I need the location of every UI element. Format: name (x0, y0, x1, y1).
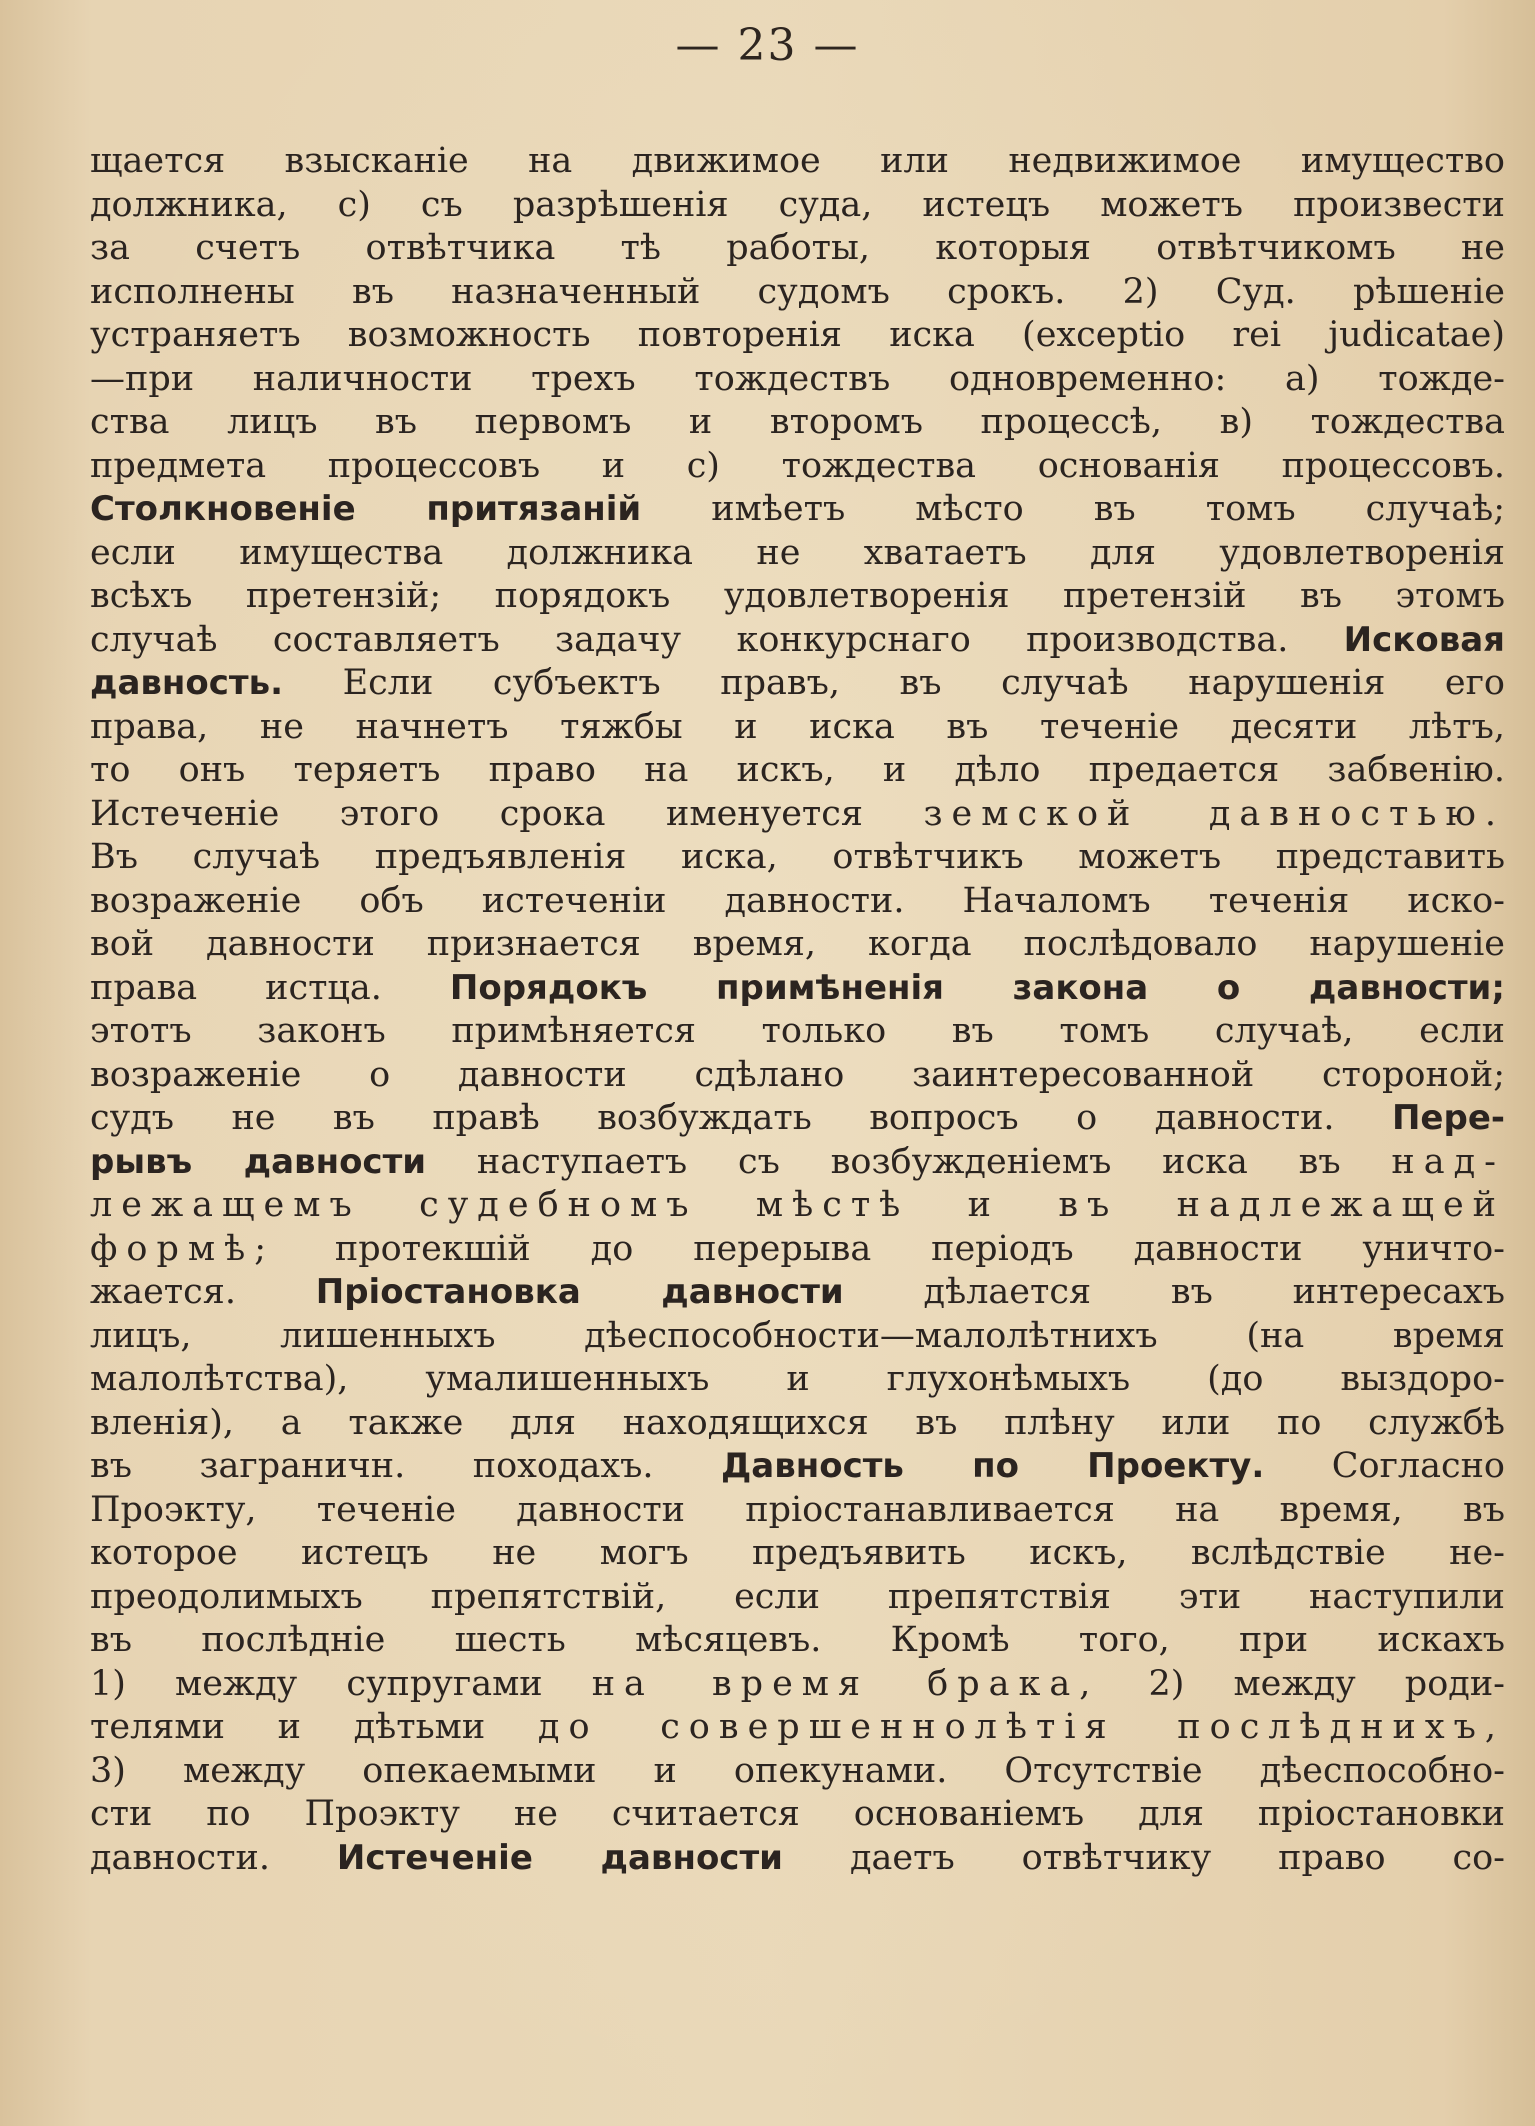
text-line (90, 314, 1505, 358)
spaced-emphasis: земской давностью. (923, 793, 1505, 834)
text-segment: ства лицъ въ первомъ и второмъ процессѣ, в) тождества (90, 402, 1505, 442)
text-segment: протекшій до перерыва періодъ давности уничто- (275, 1228, 1505, 1269)
bold-term: Столкновеніе притязаній (90, 489, 642, 529)
text-segment: возраженіе о давности сдѣлано заинтересованной стороной; (90, 1054, 1505, 1095)
bold-term: давность. (90, 663, 284, 703)
text-segment: имѣетъ мѣсто въ томъ случаѣ; (641, 489, 1505, 529)
text-segment: даетъ отвѣтчику право со- (783, 1837, 1505, 1878)
text-segment: малолѣтства), умалишенныхъ и глухонѣмыхъ (до выздоро- (90, 1359, 1505, 1399)
text-line (90, 184, 1505, 228)
text-line (90, 1706, 1505, 1750)
text-segment: Если субъектъ правъ, въ случаѣ нарушенія его (283, 663, 1505, 703)
text-segment: Проэкту, теченіе давности пріостанавливается на время, въ (90, 1489, 1505, 1530)
text-line (90, 1097, 1505, 1141)
text-line (90, 1315, 1505, 1359)
text-line (90, 1141, 1505, 1185)
text-segment: телями и дѣтьми (90, 1707, 538, 1747)
text-line (90, 1054, 1505, 1098)
text-line (90, 880, 1505, 924)
text-line (90, 1228, 1505, 1272)
text-segment: Въ случаѣ предъявленія иска, отвѣтчикъ можетъ представить (90, 837, 1505, 877)
text-line (90, 967, 1505, 1011)
text-line (90, 1010, 1505, 1054)
text-segment: сти по Проэкту не считается основаніемъ для пріостановки (90, 1794, 1505, 1834)
bold-term: рывъ давности (90, 1141, 427, 1182)
text-segment: —при наличности трехъ тождествъ одновременно: а) тожде- (90, 358, 1505, 399)
text-line (90, 227, 1505, 271)
spaced-emphasis: до совершеннолѣтія послѣднихъ, (537, 1707, 1505, 1747)
text-line (90, 1663, 1505, 1707)
text-line (90, 358, 1505, 402)
text-segment: случаѣ составляетъ задачу конкурснаго производства. (90, 619, 1344, 660)
text-line (90, 401, 1505, 445)
text-segment: права, не начнетъ тяжбы и иска въ теченіе десяти лѣтъ, (90, 706, 1505, 747)
text-segment: въ послѣдніе шесть мѣсяцевъ. Кромѣ того, при искахъ (90, 1620, 1505, 1660)
text-segment: въ заграничн. походахъ. (90, 1446, 721, 1486)
text-segment: за счетъ отвѣтчика тѣ работы, которыя отвѣтчикомъ не (90, 228, 1505, 268)
text-segment: дѣлается въ интересахъ (843, 1272, 1505, 1312)
text-segment: то онъ теряетъ право на искъ, и дѣло предается забвенію. (90, 750, 1505, 790)
text-segment: преодолимыхъ препятствій, если препятствія эти наступили (90, 1576, 1505, 1617)
text-segment: 2) между роди- (1099, 1663, 1505, 1704)
text-segment: права истца. (90, 967, 450, 1008)
page-number: — 23 — (675, 20, 860, 71)
text-line (90, 1793, 1505, 1837)
text-segment: этотъ законъ примѣняется только въ томъ случаѣ, если (90, 1011, 1505, 1051)
text-segment: исполнены въ назначенный судомъ срокъ. 2) Суд. рѣшеніе (90, 271, 1505, 312)
text-line (90, 445, 1505, 489)
bold-term: Пріостановка давности (315, 1272, 844, 1312)
bold-term: Пере- (1391, 1098, 1505, 1138)
bold-term: Истеченіе давности (336, 1837, 783, 1878)
text-segment: судъ не въ правѣ возбуждать вопросъ о давности. (90, 1098, 1392, 1138)
text-line (90, 140, 1505, 184)
text-segment: Истеченіе этого срока именуется (90, 793, 924, 834)
spaced-emphasis: формѣ; (90, 1228, 275, 1269)
text-line (90, 1358, 1505, 1402)
text-segment: лицъ, лишенныхъ дѣеспособности—малолѣтнихъ (на время (90, 1315, 1505, 1356)
text-line (90, 706, 1505, 750)
text-line (90, 1402, 1505, 1446)
body-text (90, 140, 1505, 1880)
text-segment: щается взысканіе на движимое или недвижимое имущество (90, 141, 1505, 181)
text-line (90, 749, 1505, 793)
text-line (90, 532, 1505, 576)
text-line (90, 1837, 1505, 1881)
text-line (90, 1184, 1505, 1228)
text-line (90, 488, 1505, 532)
text-line (90, 923, 1505, 967)
text-line (90, 662, 1505, 706)
text-segment: жается. (90, 1272, 316, 1312)
bold-term: Исковая (1343, 619, 1505, 660)
bold-term: Давность по Проекту. (720, 1446, 1265, 1486)
text-segment: давности. (90, 1837, 337, 1878)
text-line (90, 619, 1505, 663)
text-line (90, 1271, 1505, 1315)
text-segment: предмета процессовъ и с) тождества основанія процессовъ. (90, 445, 1505, 486)
bold-term: Порядокъ примѣненія закона о давности; (449, 967, 1505, 1008)
text-line (90, 836, 1505, 880)
text-segment: возраженіе объ истеченіи давности. Началомъ теченія иско- (90, 880, 1505, 921)
text-line (90, 575, 1505, 619)
text-segment: 1) между супругами (90, 1663, 592, 1704)
text-line (90, 1445, 1505, 1489)
text-line (90, 793, 1505, 837)
text-line (90, 1576, 1505, 1620)
text-line (90, 1619, 1505, 1663)
text-line (90, 1489, 1505, 1533)
text-segment: устраняетъ возможность повторенія иска (exceptio rei judicatae) (90, 315, 1505, 355)
text-segment: должника, с) съ разрѣшенія суда, истецъ можетъ произвести (90, 184, 1505, 225)
text-segment: 3) между опекаемыми и опекунами. Отсутствіе дѣеспособно- (90, 1750, 1505, 1791)
text-line (90, 1750, 1505, 1794)
text-segment: если имущества должника не хватаетъ для удовлетворенія (90, 532, 1505, 573)
text-segment: вой давности признается время, когда послѣдовало нарушеніе (90, 924, 1505, 964)
spaced-emphasis: над- (1391, 1141, 1505, 1182)
text-segment: Согласно (1264, 1446, 1505, 1486)
text-segment: которое истецъ не могъ предъявить искъ, вслѣдствіе не- (90, 1533, 1505, 1573)
spaced-emphasis: на время брака, (591, 1663, 1100, 1704)
text-line (90, 271, 1505, 315)
text-segment: наступаетъ съ возбужденіемъ иска въ (426, 1141, 1392, 1182)
text-line (90, 1532, 1505, 1576)
spaced-emphasis: лежащемъ судебномъ мѣстѣ и въ надлежащей (90, 1185, 1505, 1225)
text-segment: всѣхъ претензій; порядокъ удовлетворенія претензій въ этомъ (90, 576, 1505, 616)
text-segment: вленія), а также для находящихся въ плѣну или по службѣ (90, 1402, 1505, 1443)
